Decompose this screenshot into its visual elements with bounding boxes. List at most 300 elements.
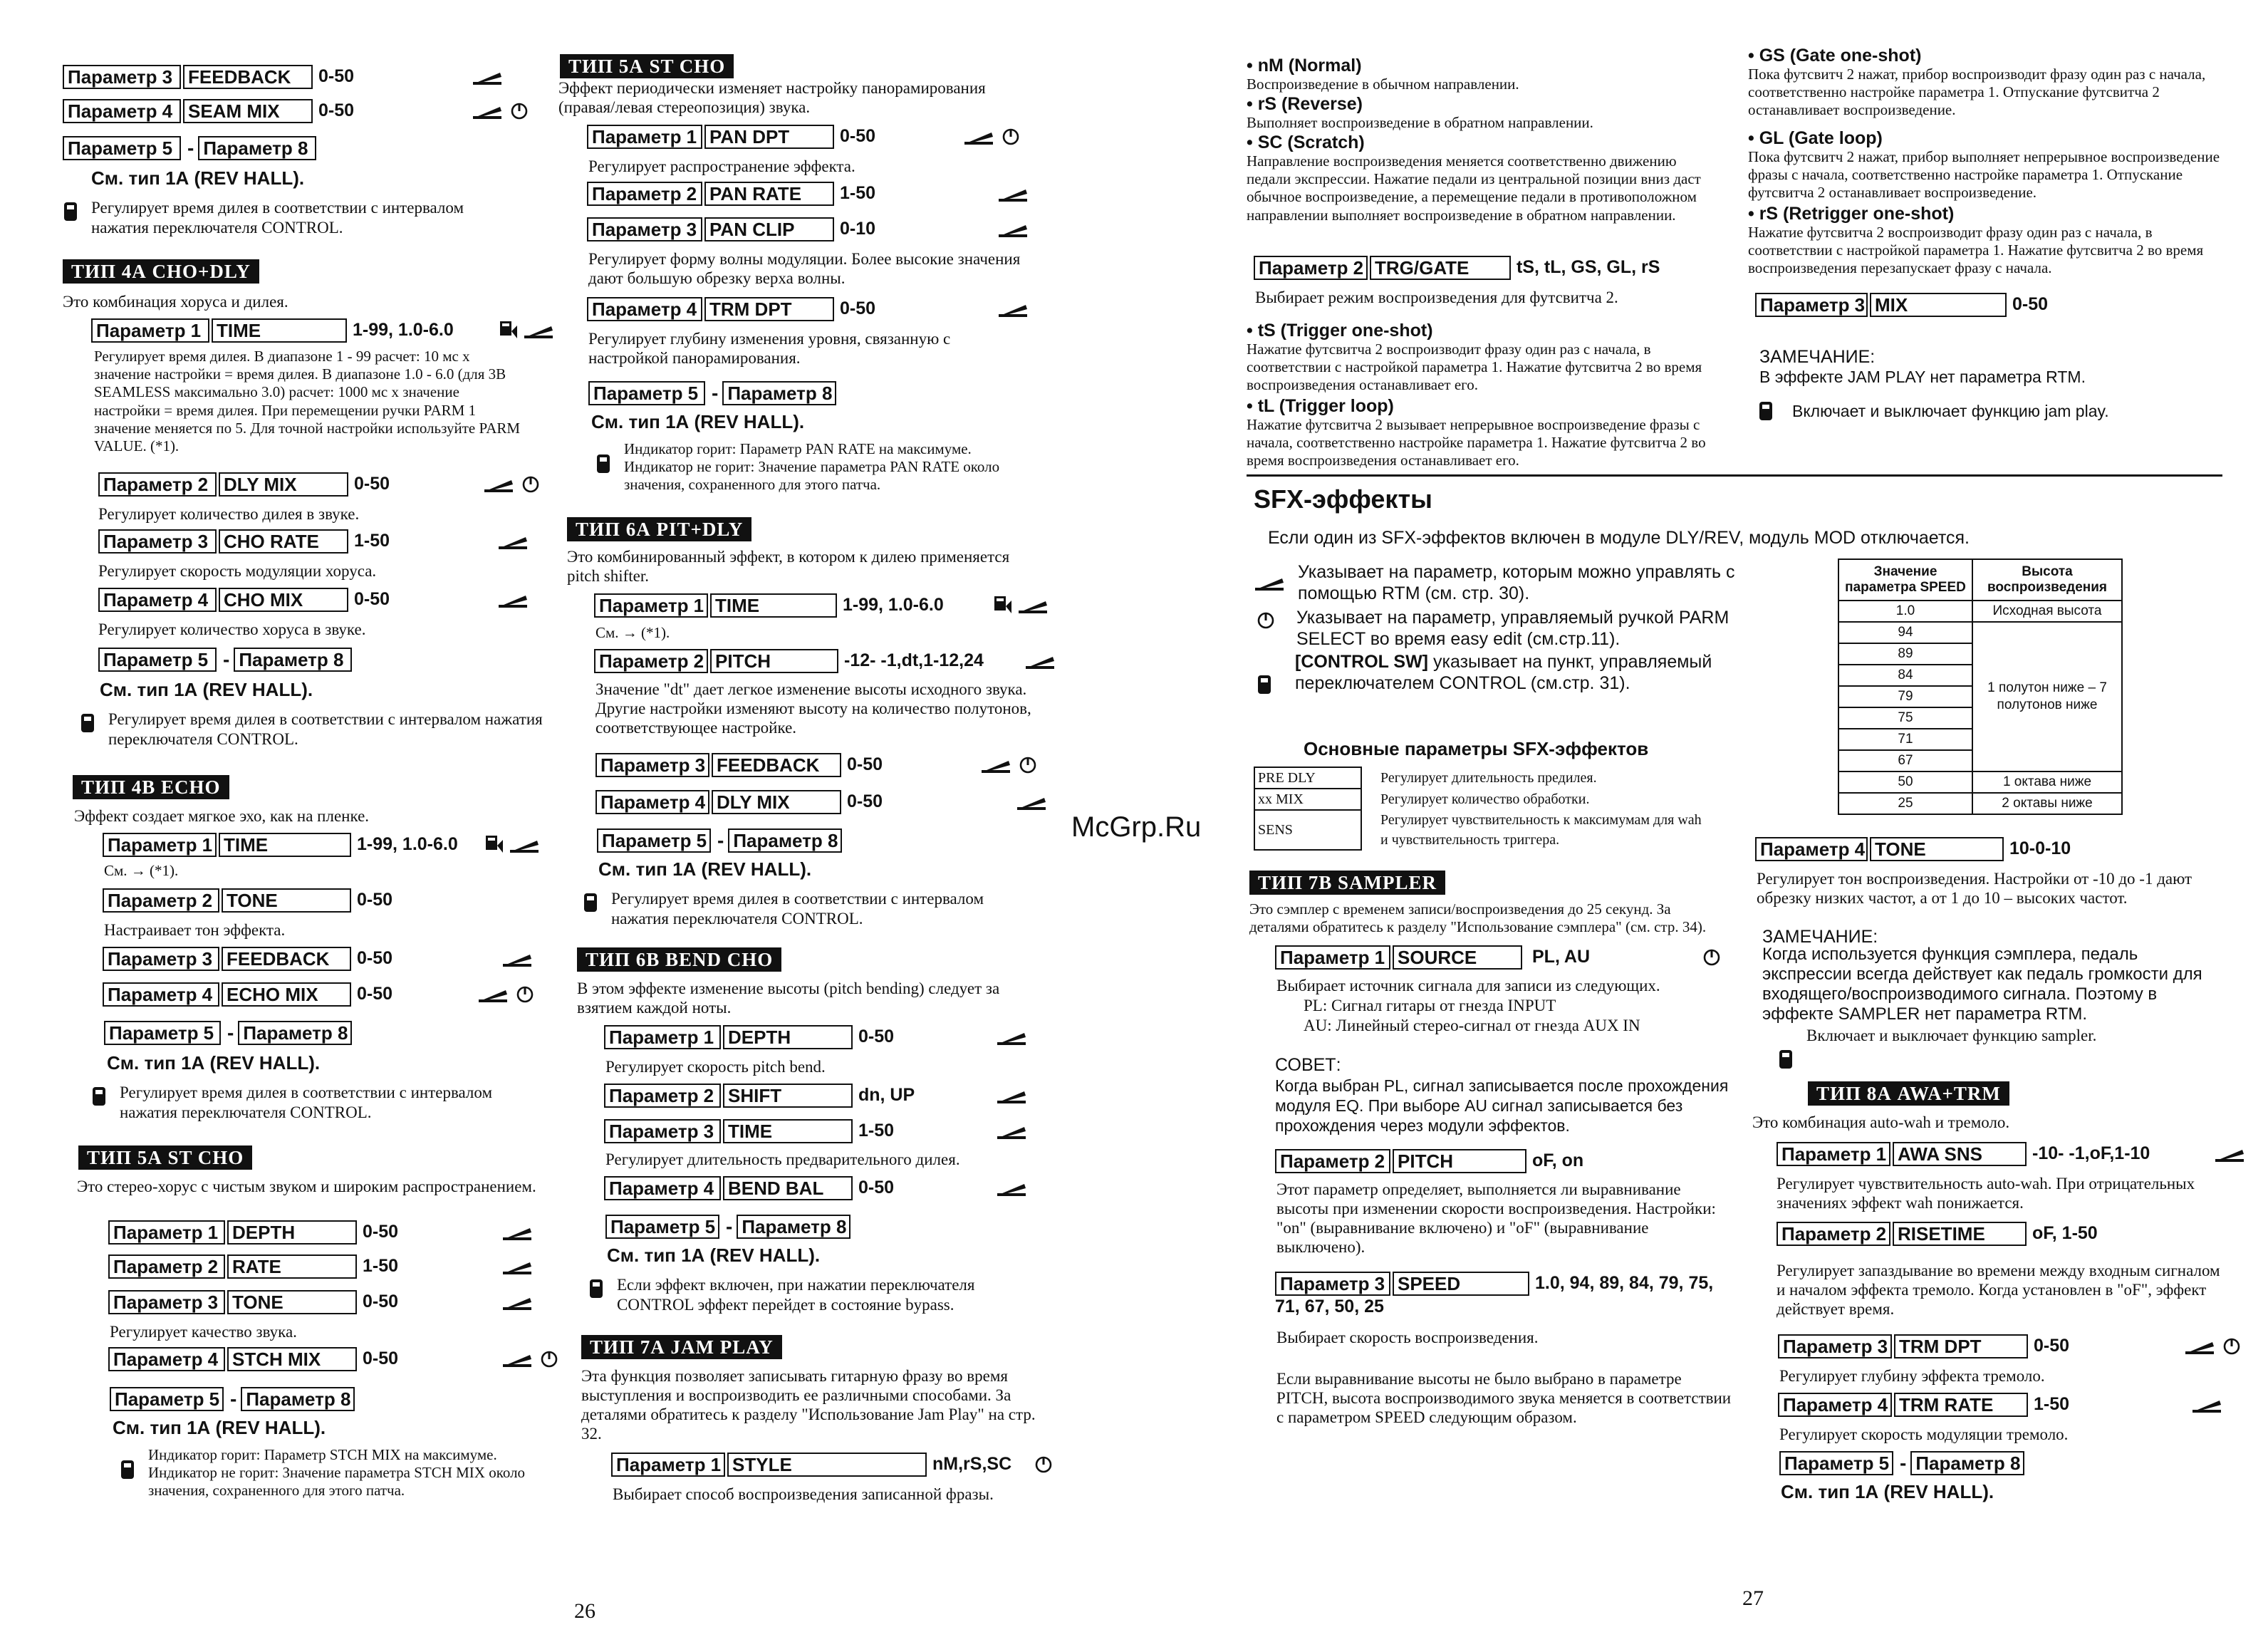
see-type-1a: См. тип 1А (REV HALL). [591,411,805,432]
param-range: 0-50 [357,890,393,910]
pedal-icon [501,950,533,967]
mode-title: • rS (Retrigger one-shot) [1748,204,1955,224]
param-name: SHIFT [723,1084,853,1108]
param-name: AWA SNS [1893,1142,2027,1166]
legend-text: Указывает на параметр, которым можно управлять с помощью RTM (см. стр. 30). [1298,562,1735,603]
pedal-icon [997,301,1029,318]
c1-4a-param3 [98,527,590,556]
c1-5a-param5-8 [110,1385,601,1413]
param-description: Регулирует глубину изменения уровня, связанную с настройкой панорамирования. [588,330,951,368]
param-label: Параметр 3 [1778,1334,1892,1358]
pedal-icon [509,836,540,853]
see-type-1a: См. тип 1А (REV HALL). [1781,1481,1994,1502]
param-label: Параметр 1 [587,125,702,149]
param-label: Параметр 3 [1275,1272,1390,1296]
legend-keyword: [CONTROL SW] [1295,652,1429,672]
section-heading: ТИП 4А CHO+DLY [63,259,259,284]
section-intro: Это стерео-хорус с чистым звуком и широким распространением. [77,1178,536,1195]
c3-7b-param3 [1275,1269,1759,1298]
param-description: Регулирует количество дилея в звуке. [98,505,360,523]
param-description: Выбирает режим воспроизведения для футсвитча 2. [1255,289,1618,306]
mode-description: Пока футсвитч 2 нажат, прибор выполняет непрерывное воспроизведение фразы с начала, соответственно настройке параметра 1. Отпускание футсвитча 2 останавливает воспроизведение. [1748,148,2220,202]
c2-6a-param3 [595,751,1094,779]
mode-description: Нажатие футсвитча 2 воспроизводит фразу один раз с начала, в соответствии с настройкой параметра 1. Нажатие футсвитча 2 во время воспроизведения перезапускает фразу с начала. [1748,224,2204,277]
c2-7a-param1 [611,1450,1110,1479]
param-label: Параметр 2 [108,1254,225,1279]
mode-title: • GL (Gate loop) [1748,128,1883,148]
param-name: ECHO MIX [222,982,351,1007]
table-cell: 2 октавы ниже [1972,793,2122,814]
note-text: Включает и выключает функцию sampler. [1806,1027,2097,1044]
c1-param4-row [63,97,554,125]
c4-param3 [1755,291,2247,319]
param-range: 0-50 [354,474,390,494]
param-name: SEAM MIX [183,99,313,123]
param-range: 0-50 [840,298,876,319]
table-cell: 75 [1838,707,1972,729]
param-label: Параметр 8 [238,1021,352,1045]
table-cell: 25 [1838,793,1972,814]
param-range: oF, 1-50 [2032,1223,2098,1244]
dash: - [717,829,724,852]
c1-5a-param3 [108,1288,600,1316]
table-cell: SENS [1254,810,1361,850]
c1-5a-param4 [108,1345,600,1373]
pedal-icon [1017,597,1049,614]
pedal-icon [996,1087,1027,1104]
c2-6b-param2 [604,1081,1103,1110]
param-range: 1-50 [354,531,390,551]
table-cell: 89 [1838,643,1972,665]
param-label: Параметр 2 [604,1084,721,1108]
speed-note: Если выравнивание высоты не было выбрано в параметре PITCH, высота воспроизводимого звука меняется в соответствии с параметром SPEED следующим образом. [1276,1370,1732,1427]
param-label: Параметр 2 [587,182,702,206]
heading-5a [78,1145,570,1170]
section-heading: ТИП 7А JAM PLAY [581,1335,782,1359]
note-text: Индикатор горит: Параметр PAN RATE на максимуме. [624,440,972,457]
param-name: DEPTH [723,1025,853,1049]
param-label: Параметр 8 [737,1215,850,1239]
param-label: Параметр 2 [1777,1222,1890,1246]
c4-8a-param3 [1778,1332,2268,1361]
c2-6b-param4 [604,1174,1103,1202]
param-name: DLY MIX [712,790,841,814]
pedal-icon [996,1123,1027,1140]
section-heading: ТИП 6В BEND CHO [577,947,781,972]
param-label: Параметр 8 [1910,1451,2024,1475]
param-description: Регулирует время дилея. В диапазоне 1 - 99 расчет: 10 мс х значение настройки = время дилея. В диапазоне 1.0 - 6.0 (для 3В SEAMLESS максимально 3.0) расчет: 1000 мс х значение настройки = время дилея. При перемещении ручки PARM 1 значение меняется по 5. Для точной настройки используйте PARM VALUE. (*1). [94,348,521,454]
pedal-icon [1254,574,1285,591]
c1-param5-8 [63,134,554,162]
section-heading: ТИП 5А ST CHO [78,1145,252,1170]
param-label: Параметр 2 [594,649,708,673]
c2-6a-param1 [594,591,1093,620]
pedal-icon [472,103,503,120]
c2-6b-param5-8 [605,1212,1104,1241]
table-cell: Регулирует длительность предилея. [1380,770,1597,786]
param-label: Параметр 4 [103,982,219,1007]
c4-param4 [1755,835,2247,863]
c2-param3 [587,215,1086,244]
legend-parm-select [1257,607,1734,650]
param-name: BEND BAL [723,1176,853,1200]
watermark: McGrp.Ru [1071,811,1202,843]
table-row [1838,601,2122,622]
param-label: Параметр 5 [110,1387,224,1411]
c4-8a-param2 [1777,1220,2268,1248]
knob-icon [1002,128,1020,146]
c1-4b-param1 [103,831,594,859]
param-range: 0-10 [840,219,876,239]
note-text: Регулирует время дилея в соответствии с интервалом нажатия переключателя CONTROL. [611,890,984,928]
knob-icon [540,1350,558,1368]
param-label: Параметр 4 [108,1347,225,1371]
param-description: Регулирует форму волны модуляции. Более высокие значения дают большую обрезку верха волны. [588,250,1021,288]
indicator-note [120,1446,561,1500]
param-name: FEEDBACK [183,65,313,89]
param-description: Выбирает способ воспроизведения записанной фразы. [613,1485,994,1503]
knob-icon [1702,948,1721,967]
param-label: Параметр 3 [604,1119,721,1143]
footswitch-icon [1758,400,1774,422]
footswitch-icon [1257,674,1272,695]
section-heading: ТИП 6А PIT+DLY [567,517,751,541]
param-description: См. → (*1). [104,862,179,879]
pedal-icon [497,533,529,550]
param-description: Значение "dt" дает легкое изменение высоты исходного звука. Другие настройки изменяют высоту на количество полутонов, соответствующее настройке. [595,680,1031,737]
pedal-icon [2214,1145,2245,1163]
param-name: PAN CLIP [704,217,834,241]
remark-text: В эффекте JAM PLAY нет параметра RTM. [1759,368,2086,386]
see-type-1a: См. тип 1А (REV HALL). [100,679,313,700]
pedal-icon [501,1351,533,1368]
param-label: Параметр 5 [104,1021,221,1045]
param-description: Регулирует качество звука. [110,1323,297,1341]
param-range: 1-50 [858,1121,895,1141]
param-description: Регулирует глубину эффекта тремоло. [1779,1367,2045,1385]
param-label: Параметр 5 [597,828,711,853]
source-option: PL: Сигнал гитары от гнезда INPUT [1304,997,1556,1014]
heading-4a [63,259,554,284]
param-range: 0-50 [357,948,393,969]
param-label: Параметр 4 [1778,1393,1892,1417]
param-name: TIME [219,833,351,857]
heading-7a [581,1335,1080,1359]
param-name: PITCH [710,649,838,673]
see-type-1a: См. тип 1А (REV HALL). [607,1245,821,1266]
c2-param4 [587,295,1086,323]
param-label: Параметр 3 [63,65,181,89]
pedal-icon [996,1029,1027,1046]
section-heading: ТИП 5А ST CHO [560,54,734,78]
remark-text: Когда используется функция сэмплера, педаль экспрессии всегда действует как педаль громкости для входящего/воспроизводимого сигнала. Поэтому в эффекте SAMPLER нет параметра RTM. [1762,945,2202,1024]
footswitch-icon [1778,1049,1794,1070]
c1-5a-param2 [108,1252,600,1281]
basic-params-heading: Основные параметры SFX-эффектов [1304,738,1649,759]
bypass-note [588,1275,1037,1314]
c2-6a-param5-8 [597,826,1096,855]
table-cell: 79 [1838,686,1972,707]
mode-title: • tS (Trigger one-shot) [1247,321,1433,341]
param-label: Параметр 2 [1275,1149,1390,1173]
pedal-icon [483,476,514,493]
c2-param2 [587,180,1086,208]
see-type-1a: См. тип 1А (REV HALL). [598,858,812,880]
page-number-left: 26 [574,1599,595,1623]
pedal-icon [523,322,554,339]
section-intro: Это сэмплер с временем записи/воспроизведения до 25 секунд. За деталями обратитесь к разделу "Использование сэмплера" (см. стр. 34). [1249,900,1707,936]
param-range: 1-50 [840,183,876,204]
pedal-icon [497,591,529,608]
c2-param1 [587,123,1086,151]
heading-8a [1808,1081,2268,1106]
param-name: STYLE [727,1453,927,1477]
sfx-intro: Если один из SFX-эффектов включен в модуле DLY/REV, модуль MOD отключается. [1268,528,1970,548]
param-description: Регулирует скорость pitch bend. [605,1058,826,1076]
heading-4b [73,775,564,799]
pedal-icon [997,185,1029,202]
param-name: TRM RATE [1894,1393,2028,1417]
remark-heading: ЗАМЕЧАНИЕ: [1759,347,1876,367]
note-text: Индикатор не горит: Значение параметра STCH MIX около значения, сохраненного для этого патча. [148,1464,526,1500]
section-heading: ТИП 4В ECHO [73,775,229,799]
table-cell: Регулирует количество обработки. [1380,791,1590,807]
param-name: FEEDBACK [222,947,351,971]
table-cell: 1.0 [1838,601,1972,622]
param-label: Параметр 2 [103,888,219,913]
footswitch-icon [583,892,598,913]
speed-pitch-table [1838,558,2151,815]
param-name: CHO MIX [219,588,348,612]
param-range: 0-50 [318,66,355,87]
note-text: Включает и выключает функцию jam play. [1792,402,2109,420]
indicator-note [595,440,1044,494]
param-label: Параметр 3 [108,1290,225,1314]
param-label: Параметр 4 [604,1176,721,1200]
param-name: CHO RATE [219,529,348,554]
mode-description: Нажатие футсвитча 2 воспроизводит фразу один раз с начала, в соответствии с настройкой параметра 1. Нажатие футсвитча 2 во время воспроизведения останавливает его. [1247,341,1702,394]
legend-text: указывает на пункт, управляемый переключателем CONTROL (см.стр. 31). [1295,652,1712,693]
control-note [91,1083,547,1122]
heading-7b [1249,871,1734,895]
param-description: Регулирует длительность предварительного дилея. [605,1150,960,1168]
control-note [583,889,1031,928]
param-range: PL, AU [1532,947,1591,967]
param-range: 0-50 [357,984,393,1004]
table-header: Высота воспроизведения [1972,559,2122,601]
param-name: PAN DPT [704,125,834,149]
param-label: Параметр 1 [1275,945,1390,970]
table-row [1254,767,1703,789]
mode-title: • GS (Gate one-shot) [1748,46,1922,66]
param-name: RISETIME [1893,1222,2027,1246]
table-cell: 84 [1838,665,1972,686]
param-name: TIME [710,593,837,618]
dash: - [187,137,194,160]
param-label: Параметр 2 [98,472,217,497]
param-label: Параметр 4 [595,790,709,814]
param-label: Параметр 8 [234,648,352,672]
pedal-icon [980,757,1011,774]
table-cell: Регулирует чувствительность к максимумам для wah и чувствительность триггера. [1380,812,1702,848]
c1-4a-param2 [98,470,590,499]
table-cell: Исходная высота [1972,601,2122,622]
param-range: nM,rS,SC [932,1454,1012,1475]
param-label: Параметр 3 [1755,293,1868,317]
section-intro: Эффект периодически изменяет настройку панорамирования (правая/левая стереопозиция) звука. [558,79,986,117]
section-heading: ТИП 7В SAMPLER [1249,871,1445,895]
c4-8a-param4 [1778,1391,2268,1419]
basic-params-table [1254,767,1738,851]
pedal-icon [501,1258,533,1275]
section-intro: Это комбинация хоруса и дилея. [63,293,288,311]
param-range: 0-50 [318,100,355,121]
param-range: 1-50 [363,1256,399,1277]
param-name: FEEDBACK [712,753,841,777]
c1-4b-param3 [103,945,594,973]
param-description: Выбирает источник сигнала для записи из следующих. [1276,977,1660,994]
table-row [1254,810,1703,850]
param-range: 0-50 [363,1349,399,1369]
param-label: Параметр 5 [1779,1451,1893,1475]
param-range: 1-99, 1.0-6.0 [353,320,454,341]
param-range: 0-50 [858,1178,895,1198]
knob-icon [1257,611,1275,630]
param-range: 1-50 [2034,1394,2070,1415]
param-range: 0-50 [2034,1336,2070,1356]
c1-4a-param1 [91,316,583,345]
heading-6b [577,947,1076,972]
param-name: TRM DPT [1894,1334,2028,1358]
mode-description: Нажатие футсвитча 2 вызывает непрерывное воспроизведение фразы с начала, соответственно настройке параметра 1. Нажатие футсвитча 2 во время воспроизведения останавливает его. [1247,416,1706,469]
legend-text: Указывает на параметр, управляемый ручкой PARM SELECT во время easy edit (см.стр.11). [1296,608,1729,649]
section-intro: Это комбинация auto-wah и тремоло. [1752,1113,2010,1131]
tip-text: Когда выбран PL, сигнал записывается после прохождения модуля EQ. При выборе AU сигнал записывается без прохождения через модули эффектов. [1275,1076,1729,1135]
param-name: STCH MIX [227,1347,357,1371]
c3-7b-param1 [1275,943,1759,972]
legend-rtm [1254,561,1738,604]
table-cell: xx MIX [1254,789,1361,810]
param-label: Параметр 3 [98,529,217,554]
param-label: Параметр 5 [63,136,181,160]
param-range: dn, UP [858,1085,915,1106]
param-name: PITCH [1393,1149,1526,1173]
param-label: Параметр 8 [722,381,836,405]
param-description: Этот параметр определяет, выполняется ли выравнивание высоты при изменении скорости воспроизведения. Настройки: "on" (выравнивание включено) и "oF" (выравнивание выключено). [1276,1180,1716,1257]
param-description: Регулирует распространение эффекта. [588,157,855,175]
knob-icon [2222,1337,2241,1356]
footswitch-icon [91,1086,107,1107]
param-name: SPEED [1393,1272,1529,1296]
knob-icon [1019,756,1037,774]
param-name: PAN RATE [704,182,834,206]
footswitch-icon [120,1459,135,1480]
see-type-1a: См. тип 1А (REV HALL). [91,167,305,189]
c1-5a-param1 [108,1218,600,1247]
c2-6a-param4 [595,788,1094,816]
c4-8a-param5-8 [1779,1449,2268,1477]
param-description: Регулирует тон воспроизведения. Настройки от -10 до -1 дают обрезку низких частот, а от 1 до 10 – высоких частот. [1757,870,2192,908]
param-range: 1.0, 94, 89, 84, 79, 75, [1535,1273,1714,1294]
dash: - [726,1215,733,1238]
legend-control-sw [1257,651,1712,695]
param-name: TIME [723,1119,853,1143]
param-name: TONE [222,888,351,913]
param-label: Параметр 4 [587,297,702,321]
param-range: 0-50 [840,126,876,147]
mode-description: Направление воспроизведения меняется соответственно движению педали экспрессии. Нажатие педали из центральной позиции вниз даст обычное воспроизведение, а перемещение педали в противоположном направлении выполняет воспроизведение в обратном направлении. [1247,152,1701,224]
param-label: Параметр 8 [198,136,316,160]
param-range: -10- -1,oF,1-10 [2032,1143,2150,1164]
dash: - [1900,1452,1907,1475]
pedal-icon [2191,1396,2222,1413]
note-text: Регулирует время дилея в соответствии с интервалом нажатия переключателя CONTROL. [120,1084,493,1121]
param-label: Параметр 1 [91,318,209,343]
see-type-1a: См. тип 1А (REV HALL). [107,1052,321,1074]
c4-8a-param1 [1777,1140,2268,1168]
param-name: TRM DPT [704,297,834,321]
tap-tempo-icon [497,320,519,341]
table-row [1838,793,2122,814]
param-name: RATE [227,1254,357,1279]
param-label: Параметр 1 [103,833,217,857]
footswitch-icon [595,453,611,474]
param-label: Параметр 1 [108,1220,225,1245]
c2-6a-param2 [594,647,1093,675]
section-intro: Это комбинированный эффект, в котором к дилею применяется pitch shifter. [567,548,1010,586]
param-description: Регулирует количество хоруса в звуке. [98,620,366,638]
dash: - [223,648,230,671]
tap-tempo-icon [992,595,1013,616]
param-label: Параметр 3 [103,947,219,971]
c1-4b-param4 [103,980,594,1009]
section-heading: ТИП 8А AWA+TRM [1808,1081,2009,1106]
knob-icon [510,102,529,120]
table-header: Значение параметра SPEED [1838,559,1972,601]
param-range: 10-0-10 [2009,838,2071,859]
dash: - [712,382,719,405]
c3-7b-param2 [1275,1147,1759,1175]
table-cell: 94 [1838,622,1972,643]
c1-param3-row [63,63,554,91]
table-cell: 67 [1838,750,1972,771]
see-type-1a: См. тип 1А (REV HALL). [113,1417,326,1438]
pedal-icon [472,68,503,85]
pedal-icon [996,1180,1027,1197]
param-range: 0-50 [847,754,883,775]
knob-icon [1034,1455,1053,1474]
param-description: См. → (*1). [595,624,670,641]
pedal-icon [1016,794,1047,811]
pedal-icon [997,221,1029,238]
pedal-icon [501,1294,533,1311]
table-cell: 1 полутон ниже – 7 полутонов ниже [1972,622,2122,771]
section-intro: Эффект создает мягкое эхо, как на пленке. [74,807,370,825]
param-range: 0-50 [858,1027,895,1047]
param-range: 0-50 [363,1292,399,1312]
param-description: Настраивает тон эффекта. [104,921,286,939]
param-range: 0-50 [363,1222,399,1242]
param-label: Параметр 5 [98,648,217,672]
c1-4a-param5-8 [98,645,590,674]
heading-6a [567,517,1066,541]
note-text: Индикатор не горит: Значение параметра PAN RATE около значения, сохраненного для этого патча. [624,458,1000,494]
footswitch-icon [80,712,95,734]
param-label: Параметр 8 [241,1387,355,1411]
section-divider [1247,474,2222,477]
c2-param5-8 [588,379,1087,407]
param-label: Параметр 2 [1254,256,1368,280]
